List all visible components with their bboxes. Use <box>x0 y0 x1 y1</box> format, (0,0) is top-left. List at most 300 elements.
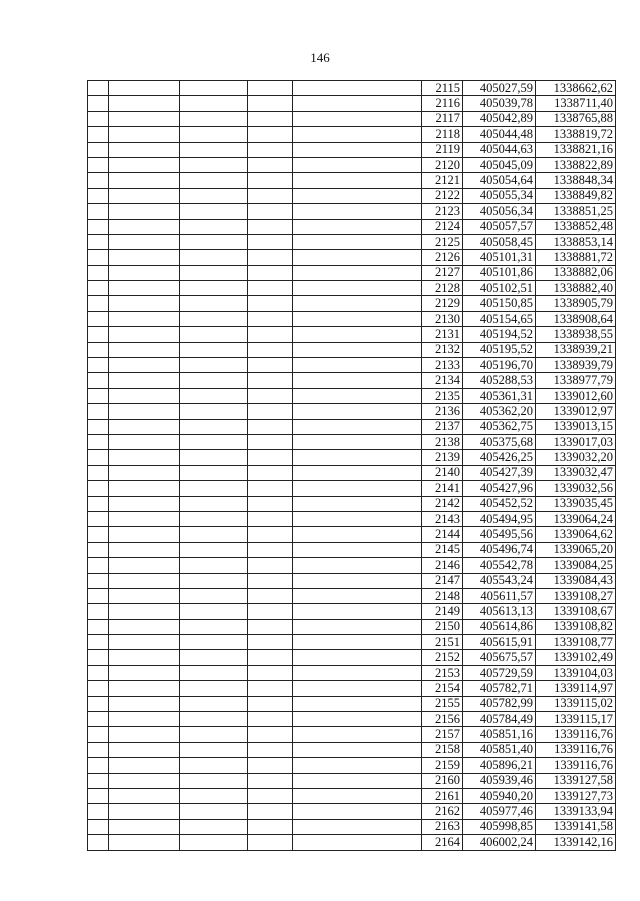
point-number-cell: 2122 <box>422 188 463 203</box>
empty-cell <box>293 204 422 219</box>
empty-cell <box>180 558 248 573</box>
x-coordinate-cell: 405362,75 <box>463 419 536 434</box>
empty-cell <box>88 665 109 680</box>
empty-cell <box>293 465 422 480</box>
table-row <box>88 173 616 188</box>
point-number-cell: 2156 <box>422 712 463 727</box>
table-row <box>88 434 616 449</box>
table-row <box>88 681 616 696</box>
point-number-cell: 2141 <box>422 481 463 496</box>
point-number-cell: 2136 <box>422 404 463 419</box>
empty-cell <box>248 450 293 465</box>
empty-cell <box>248 373 293 388</box>
empty-cell <box>293 604 422 619</box>
empty-cell <box>293 619 422 634</box>
coordinates-table <box>87 80 616 851</box>
empty-cell <box>293 588 422 603</box>
empty-cell <box>293 511 422 526</box>
y-coordinate-cell: 1339142,16 <box>536 835 616 850</box>
empty-cell <box>180 450 248 465</box>
empty-cell <box>180 665 248 680</box>
point-number-cell: 2146 <box>422 558 463 573</box>
table-row <box>88 727 616 742</box>
empty-cell <box>180 358 248 373</box>
empty-cell <box>109 511 180 526</box>
empty-cell <box>180 173 248 188</box>
empty-cell <box>293 296 422 311</box>
empty-cell <box>180 496 248 511</box>
empty-cell <box>88 127 109 142</box>
table-row <box>88 388 616 403</box>
table-row <box>88 419 616 434</box>
x-coordinate-cell: 405027,59 <box>463 81 536 96</box>
empty-cell <box>180 758 248 773</box>
x-coordinate-cell: 405784,49 <box>463 712 536 727</box>
empty-cell <box>109 742 180 757</box>
x-coordinate-cell: 405998,85 <box>463 819 536 834</box>
empty-cell <box>88 681 109 696</box>
table-row <box>88 542 616 557</box>
empty-cell <box>88 819 109 834</box>
point-number-cell: 2151 <box>422 635 463 650</box>
empty-cell <box>88 250 109 265</box>
empty-cell <box>293 758 422 773</box>
empty-cell <box>293 111 422 126</box>
empty-cell <box>88 496 109 511</box>
empty-cell <box>109 635 180 650</box>
empty-cell <box>88 96 109 111</box>
empty-cell <box>88 696 109 711</box>
empty-cell <box>109 481 180 496</box>
empty-cell <box>109 573 180 588</box>
table-row <box>88 527 616 542</box>
table-row <box>88 157 616 172</box>
point-number-cell: 2139 <box>422 450 463 465</box>
empty-cell <box>248 804 293 819</box>
y-coordinate-cell: 1339133,94 <box>536 804 616 819</box>
empty-cell <box>248 758 293 773</box>
y-coordinate-cell: 1339012,60 <box>536 388 616 403</box>
empty-cell <box>88 373 109 388</box>
y-coordinate-cell: 1338938,55 <box>536 327 616 342</box>
y-coordinate-cell: 1338711,40 <box>536 96 616 111</box>
point-number-cell: 2163 <box>422 819 463 834</box>
empty-cell <box>248 773 293 788</box>
table-row <box>88 327 616 342</box>
empty-cell <box>180 265 248 280</box>
empty-cell <box>109 727 180 742</box>
empty-cell <box>293 696 422 711</box>
empty-cell <box>248 219 293 234</box>
empty-cell <box>109 558 180 573</box>
point-number-cell: 2164 <box>422 835 463 850</box>
x-coordinate-cell: 405196,70 <box>463 358 536 373</box>
y-coordinate-cell: 1339108,27 <box>536 588 616 603</box>
empty-cell <box>88 573 109 588</box>
empty-cell <box>248 619 293 634</box>
x-coordinate-cell: 405057,57 <box>463 219 536 234</box>
empty-cell <box>293 727 422 742</box>
point-number-cell: 2119 <box>422 142 463 157</box>
empty-cell <box>109 404 180 419</box>
empty-cell <box>180 773 248 788</box>
point-number-cell: 2159 <box>422 758 463 773</box>
y-coordinate-cell: 1339141,58 <box>536 819 616 834</box>
empty-cell <box>293 419 422 434</box>
empty-cell <box>88 511 109 526</box>
x-coordinate-cell: 405896,21 <box>463 758 536 773</box>
point-number-cell: 2158 <box>422 742 463 757</box>
empty-cell <box>293 342 422 357</box>
table-body <box>88 81 616 851</box>
empty-cell <box>88 234 109 249</box>
empty-cell <box>248 481 293 496</box>
empty-cell <box>109 358 180 373</box>
empty-cell <box>293 142 422 157</box>
empty-cell <box>248 835 293 850</box>
point-number-cell: 2160 <box>422 773 463 788</box>
empty-cell <box>180 142 248 157</box>
y-coordinate-cell: 1338848,34 <box>536 173 616 188</box>
empty-cell <box>88 481 109 496</box>
table-row <box>88 373 616 388</box>
empty-cell <box>293 681 422 696</box>
empty-cell <box>109 773 180 788</box>
table-row <box>88 188 616 203</box>
empty-cell <box>180 727 248 742</box>
empty-cell <box>109 819 180 834</box>
point-number-cell: 2153 <box>422 665 463 680</box>
empty-cell <box>109 665 180 680</box>
empty-cell <box>248 250 293 265</box>
point-number-cell: 2121 <box>422 173 463 188</box>
table-row <box>88 281 616 296</box>
point-number-cell: 2150 <box>422 619 463 634</box>
empty-cell <box>248 788 293 803</box>
empty-cell <box>109 758 180 773</box>
x-coordinate-cell: 405195,52 <box>463 342 536 357</box>
empty-cell <box>293 96 422 111</box>
x-coordinate-cell: 405615,91 <box>463 635 536 650</box>
point-number-cell: 2152 <box>422 650 463 665</box>
empty-cell <box>180 157 248 172</box>
table-row <box>88 265 616 280</box>
y-coordinate-cell: 1339108,82 <box>536 619 616 634</box>
empty-cell <box>248 111 293 126</box>
y-coordinate-cell: 1338882,06 <box>536 265 616 280</box>
empty-cell <box>180 234 248 249</box>
x-coordinate-cell: 406002,24 <box>463 835 536 850</box>
empty-cell <box>248 127 293 142</box>
empty-cell <box>109 96 180 111</box>
point-number-cell: 2126 <box>422 250 463 265</box>
point-number-cell: 2144 <box>422 527 463 542</box>
x-coordinate-cell: 405101,31 <box>463 250 536 265</box>
empty-cell <box>109 234 180 249</box>
point-number-cell: 2148 <box>422 588 463 603</box>
point-number-cell: 2115 <box>422 81 463 96</box>
y-coordinate-cell: 1338853,14 <box>536 234 616 249</box>
empty-cell <box>109 588 180 603</box>
empty-cell <box>109 188 180 203</box>
empty-cell <box>88 450 109 465</box>
x-coordinate-cell: 405427,39 <box>463 465 536 480</box>
table-row <box>88 96 616 111</box>
empty-cell <box>109 712 180 727</box>
empty-cell <box>248 635 293 650</box>
empty-cell <box>88 788 109 803</box>
empty-cell <box>180 696 248 711</box>
point-number-cell: 2137 <box>422 419 463 434</box>
empty-cell <box>180 327 248 342</box>
table-row <box>88 742 616 757</box>
x-coordinate-cell: 405101,86 <box>463 265 536 280</box>
x-coordinate-cell: 405055,34 <box>463 188 536 203</box>
empty-cell <box>109 281 180 296</box>
point-number-cell: 2118 <box>422 127 463 142</box>
y-coordinate-cell: 1338881,72 <box>536 250 616 265</box>
table-row <box>88 573 616 588</box>
empty-cell <box>180 188 248 203</box>
y-coordinate-cell: 1339084,43 <box>536 573 616 588</box>
empty-cell <box>180 712 248 727</box>
empty-cell <box>109 219 180 234</box>
x-coordinate-cell: 405039,78 <box>463 96 536 111</box>
empty-cell <box>248 234 293 249</box>
x-coordinate-cell: 405782,71 <box>463 681 536 696</box>
empty-cell <box>88 388 109 403</box>
point-number-cell: 2131 <box>422 327 463 342</box>
table-row <box>88 650 616 665</box>
y-coordinate-cell: 1338819,72 <box>536 127 616 142</box>
empty-cell <box>248 527 293 542</box>
empty-cell <box>109 204 180 219</box>
y-coordinate-cell: 1338822,89 <box>536 157 616 172</box>
x-coordinate-cell: 405675,57 <box>463 650 536 665</box>
x-coordinate-cell: 405058,45 <box>463 234 536 249</box>
empty-cell <box>248 265 293 280</box>
table-row <box>88 696 616 711</box>
empty-cell <box>88 358 109 373</box>
table-row <box>88 804 616 819</box>
empty-cell <box>248 311 293 326</box>
empty-cell <box>109 142 180 157</box>
empty-cell <box>88 773 109 788</box>
table-row <box>88 835 616 850</box>
x-coordinate-cell: 405150,85 <box>463 296 536 311</box>
empty-cell <box>180 373 248 388</box>
empty-cell <box>293 742 422 757</box>
empty-cell <box>109 804 180 819</box>
empty-cell <box>88 204 109 219</box>
table-row <box>88 604 616 619</box>
empty-cell <box>88 712 109 727</box>
empty-cell <box>248 188 293 203</box>
y-coordinate-cell: 1338662,62 <box>536 81 616 96</box>
x-coordinate-cell: 405977,46 <box>463 804 536 819</box>
empty-cell <box>293 234 422 249</box>
empty-cell <box>293 265 422 280</box>
empty-cell <box>248 173 293 188</box>
table-row <box>88 773 616 788</box>
empty-cell <box>180 788 248 803</box>
y-coordinate-cell: 1339064,24 <box>536 511 616 526</box>
empty-cell <box>109 173 180 188</box>
x-coordinate-cell: 405042,89 <box>463 111 536 126</box>
empty-cell <box>180 296 248 311</box>
empty-cell <box>248 157 293 172</box>
empty-cell <box>109 788 180 803</box>
x-coordinate-cell: 405495,56 <box>463 527 536 542</box>
empty-cell <box>180 388 248 403</box>
empty-cell <box>293 434 422 449</box>
empty-cell <box>248 588 293 603</box>
y-coordinate-cell: 1339035,45 <box>536 496 616 511</box>
empty-cell <box>248 511 293 526</box>
empty-cell <box>293 542 422 557</box>
empty-cell <box>180 465 248 480</box>
y-coordinate-cell: 1338765,88 <box>536 111 616 126</box>
empty-cell <box>109 619 180 634</box>
empty-cell <box>109 604 180 619</box>
point-number-cell: 2133 <box>422 358 463 373</box>
point-number-cell: 2142 <box>422 496 463 511</box>
empty-cell <box>248 434 293 449</box>
empty-cell <box>180 573 248 588</box>
empty-cell <box>88 219 109 234</box>
empty-cell <box>293 527 422 542</box>
empty-cell <box>293 650 422 665</box>
y-coordinate-cell: 1339115,17 <box>536 712 616 727</box>
point-number-cell: 2125 <box>422 234 463 249</box>
empty-cell <box>180 111 248 126</box>
point-number-cell: 2161 <box>422 788 463 803</box>
point-number-cell: 2132 <box>422 342 463 357</box>
point-number-cell: 2129 <box>422 296 463 311</box>
y-coordinate-cell: 1338939,79 <box>536 358 616 373</box>
empty-cell <box>248 681 293 696</box>
empty-cell <box>109 835 180 850</box>
y-coordinate-cell: 1339017,03 <box>536 434 616 449</box>
empty-cell <box>293 496 422 511</box>
point-number-cell: 2135 <box>422 388 463 403</box>
empty-cell <box>88 804 109 819</box>
table-row <box>88 296 616 311</box>
empty-cell <box>248 465 293 480</box>
y-coordinate-cell: 1339127,73 <box>536 788 616 803</box>
empty-cell <box>248 742 293 757</box>
empty-cell <box>88 173 109 188</box>
empty-cell <box>88 188 109 203</box>
empty-cell <box>88 542 109 557</box>
empty-cell <box>248 81 293 96</box>
empty-cell <box>109 465 180 480</box>
empty-cell <box>109 265 180 280</box>
empty-cell <box>109 650 180 665</box>
empty-cell <box>109 388 180 403</box>
empty-cell <box>109 419 180 434</box>
empty-cell <box>248 296 293 311</box>
empty-cell <box>248 558 293 573</box>
empty-cell <box>88 619 109 634</box>
empty-cell <box>88 311 109 326</box>
empty-cell <box>109 250 180 265</box>
empty-cell <box>88 111 109 126</box>
empty-cell <box>180 127 248 142</box>
x-coordinate-cell: 405613,13 <box>463 604 536 619</box>
point-number-cell: 2138 <box>422 434 463 449</box>
empty-cell <box>293 388 422 403</box>
x-coordinate-cell: 405851,16 <box>463 727 536 742</box>
x-coordinate-cell: 405940,20 <box>463 788 536 803</box>
empty-cell <box>109 342 180 357</box>
x-coordinate-cell: 405729,59 <box>463 665 536 680</box>
empty-cell <box>109 373 180 388</box>
point-number-cell: 2128 <box>422 281 463 296</box>
empty-cell <box>293 665 422 680</box>
empty-cell <box>248 650 293 665</box>
empty-cell <box>109 542 180 557</box>
table-row <box>88 204 616 219</box>
x-coordinate-cell: 405361,31 <box>463 388 536 403</box>
y-coordinate-cell: 1338977,79 <box>536 373 616 388</box>
empty-cell <box>88 419 109 434</box>
point-number-cell: 2120 <box>422 157 463 172</box>
empty-cell <box>293 635 422 650</box>
x-coordinate-cell: 405494,95 <box>463 511 536 526</box>
empty-cell <box>88 404 109 419</box>
empty-cell <box>293 773 422 788</box>
empty-cell <box>293 788 422 803</box>
empty-cell <box>88 142 109 157</box>
y-coordinate-cell: 1338852,48 <box>536 219 616 234</box>
table-row <box>88 342 616 357</box>
table-row <box>88 250 616 265</box>
empty-cell <box>109 681 180 696</box>
empty-cell <box>248 496 293 511</box>
empty-cell <box>180 527 248 542</box>
y-coordinate-cell: 1339084,25 <box>536 558 616 573</box>
table-row <box>88 465 616 480</box>
y-coordinate-cell: 1339102,49 <box>536 650 616 665</box>
empty-cell <box>248 542 293 557</box>
empty-cell <box>293 250 422 265</box>
empty-cell <box>88 835 109 850</box>
empty-cell <box>293 311 422 326</box>
empty-cell <box>88 281 109 296</box>
table-row <box>88 819 616 834</box>
empty-cell <box>248 604 293 619</box>
empty-cell <box>180 481 248 496</box>
empty-cell <box>180 281 248 296</box>
empty-cell <box>248 358 293 373</box>
empty-cell <box>109 311 180 326</box>
empty-cell <box>293 404 422 419</box>
x-coordinate-cell: 405054,64 <box>463 173 536 188</box>
empty-cell <box>248 404 293 419</box>
empty-cell <box>88 342 109 357</box>
empty-cell <box>293 81 422 96</box>
table-row <box>88 758 616 773</box>
table-row <box>88 712 616 727</box>
y-coordinate-cell: 1338939,21 <box>536 342 616 357</box>
empty-cell <box>180 542 248 557</box>
x-coordinate-cell: 405362,20 <box>463 404 536 419</box>
empty-cell <box>248 388 293 403</box>
y-coordinate-cell: 1339012,97 <box>536 404 616 419</box>
empty-cell <box>109 327 180 342</box>
x-coordinate-cell: 405542,78 <box>463 558 536 573</box>
